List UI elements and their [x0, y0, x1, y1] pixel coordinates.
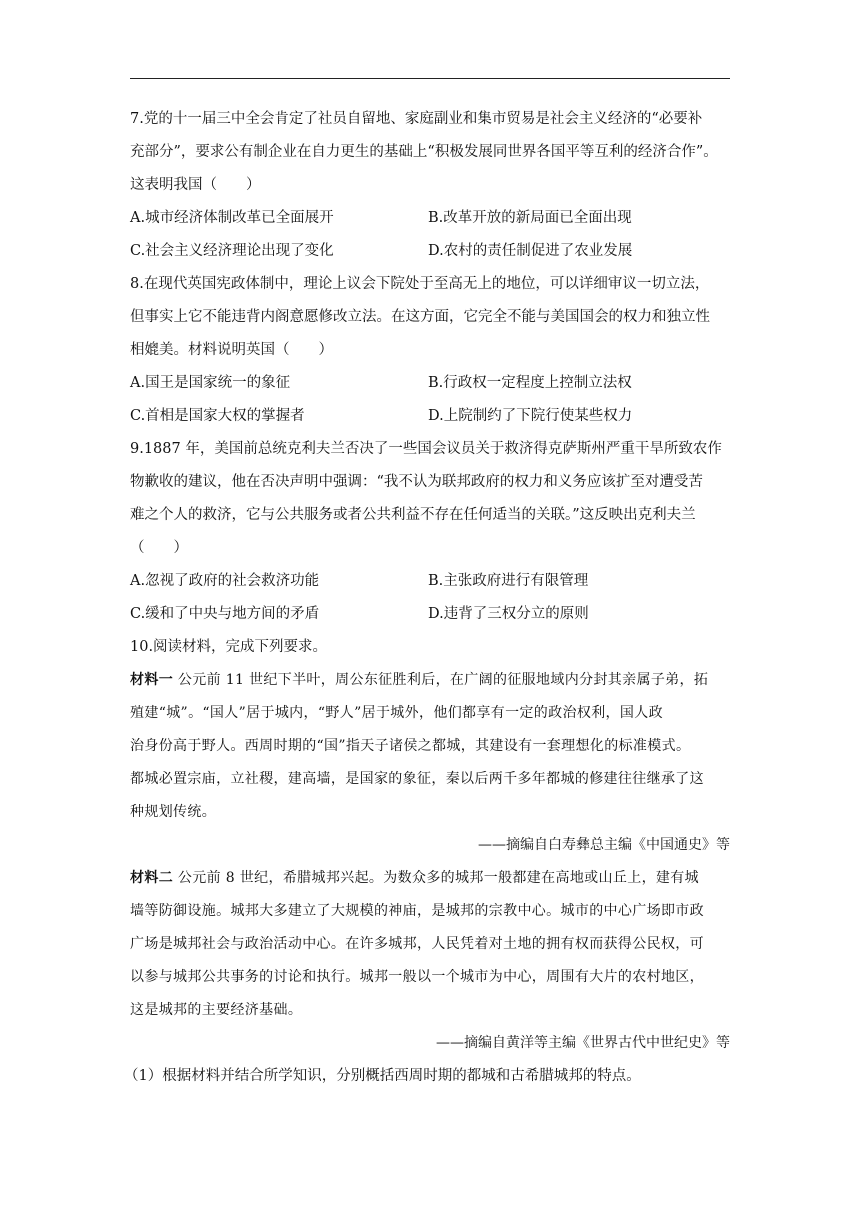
material-text-line: 以参与城邦公共事务的讨论和执行。城邦一般以一个城市为中心，周围有大片的农村地区， [130, 969, 704, 985]
option-a: A.忽视了政府的社会救济功能 [130, 573, 320, 589]
option-b: B.主张政府进行有限管理 [428, 573, 589, 589]
material-label: 材料一 [130, 672, 174, 688]
options-row [130, 202, 730, 235]
question-text-line: 7.党的十一届三中全会肯定了社员自留地、家庭副业和集市贸易是社会主义经济的“必要补 [130, 111, 703, 127]
options-row [130, 235, 730, 268]
material-label: 材料二 [130, 870, 174, 886]
option-a: A.城市经济体制改革已全面展开 [130, 210, 334, 226]
options-row [130, 400, 730, 433]
question-7 [130, 103, 730, 268]
question-text-line: 这表明我国（ ） [130, 177, 261, 193]
question-text-line: 相媲美。材料说明英国（ ） [130, 342, 333, 358]
options-row [130, 565, 730, 598]
material-text-line: 种规划传统。 [130, 804, 217, 820]
page-content [124, 103, 730, 1093]
question-10 [124, 631, 730, 1093]
material-text-line: 这是城邦的主要经济基础。 [130, 1002, 303, 1018]
option-c: C.社会主义经济理论出现了变化 [130, 243, 334, 259]
material-1 [130, 664, 730, 829]
option-d: D.违背了三权分立的原则 [428, 606, 589, 622]
option-c: C.首相是国家大权的掌握者 [130, 408, 305, 424]
question-text-line: 但事实上它不能违背内阁意愿修改立法。在这方面，它完全不能与美国国会的权力和独立性 [130, 309, 710, 325]
material-text-line: 公元前 8 世纪，希腊城邦兴起。为数众多的城邦一般都建在高地或山丘上，建有城 [173, 870, 699, 886]
option-b: B.行政权一定程度上控制立法权 [428, 375, 632, 391]
question-8 [130, 268, 730, 433]
material-text-line: 殖建“城”。“国人”居于城内，“野人”居于城外，他们都享有一定的政治权利，国人政 [130, 705, 663, 721]
question-text-line: 9.1887 年，美国前总统克利夫兰否决了一些国会议员关于救济得克萨斯州严重干旱所致农作 [130, 441, 722, 457]
question-text-line: 充部分”，要求公有制企业在自力更生的基础上“积极发展同世界各国平等互利的经济合作”。 [130, 144, 718, 160]
material-source: ——摘编自黄洋等主编《世界古代中世纪史》等 [436, 1035, 730, 1051]
material-text-line: 广场是城邦社会与政治活动中心。在许多城邦，人民凭着对土地的拥有权而获得公民权，可 [130, 936, 704, 952]
options-row [130, 367, 730, 400]
question-task: （1）根据材料并结合所学知识，分别概括西周时期的都城和古希腊城邦的特点。 [124, 1068, 641, 1084]
question-text-line: 物歉收的建议，他在否决声明中强调：“我不认为联邦政府的权力和义务应该扩至对遭受苦 [130, 474, 703, 490]
option-a: A.国王是国家统一的象征 [130, 375, 291, 391]
material-text-line: 墙等防御设施。城邦大多建立了大规模的神庙，是城邦的宗教中心。城市的中心广场即市政 [130, 903, 704, 919]
material-text-line: 治身份高于野人。西周时期的“国”指天子诸侯之都城，其建设有一套理想化的标准模式。 [130, 738, 691, 754]
question-9 [130, 433, 730, 631]
question-text-line: 难之个人的救济，它与公共服务或者公共利益不存在任何适当的关联。”这反映出克利夫兰 [130, 507, 696, 523]
options-row [130, 598, 730, 631]
question-title: 10.阅读材料，完成下列要求。 [130, 639, 328, 655]
header-rule [130, 78, 730, 79]
option-b: B.改革开放的新局面已全面出现 [428, 210, 632, 226]
option-d: D.上院制约了下院行使某些权力 [428, 408, 633, 424]
material-text-line: 公元前 11 世纪下半叶，周公东征胜利后，在广阔的征服地域内分封其亲属子弟，拓 [173, 672, 709, 688]
question-text-line: （ ） [130, 540, 188, 556]
option-c: C.缓和了中央与地方间的矛盾 [130, 606, 320, 622]
material-text-line: 都城必置宗庙，立社稷，建高墙，是国家的象征，秦以后两千多年都城的修建往往继承了这 [130, 771, 704, 787]
question-text-line: 8.在现代英国宪政体制中，理论上议会下院处于至高无上的地位，可以详细审议一切立法， [130, 276, 710, 292]
material-source: ——摘编自白寿彝总主编《中国通史》等 [478, 837, 730, 853]
option-d: D.农村的责任制促进了农业发展 [428, 243, 633, 259]
material-2 [130, 862, 730, 1027]
